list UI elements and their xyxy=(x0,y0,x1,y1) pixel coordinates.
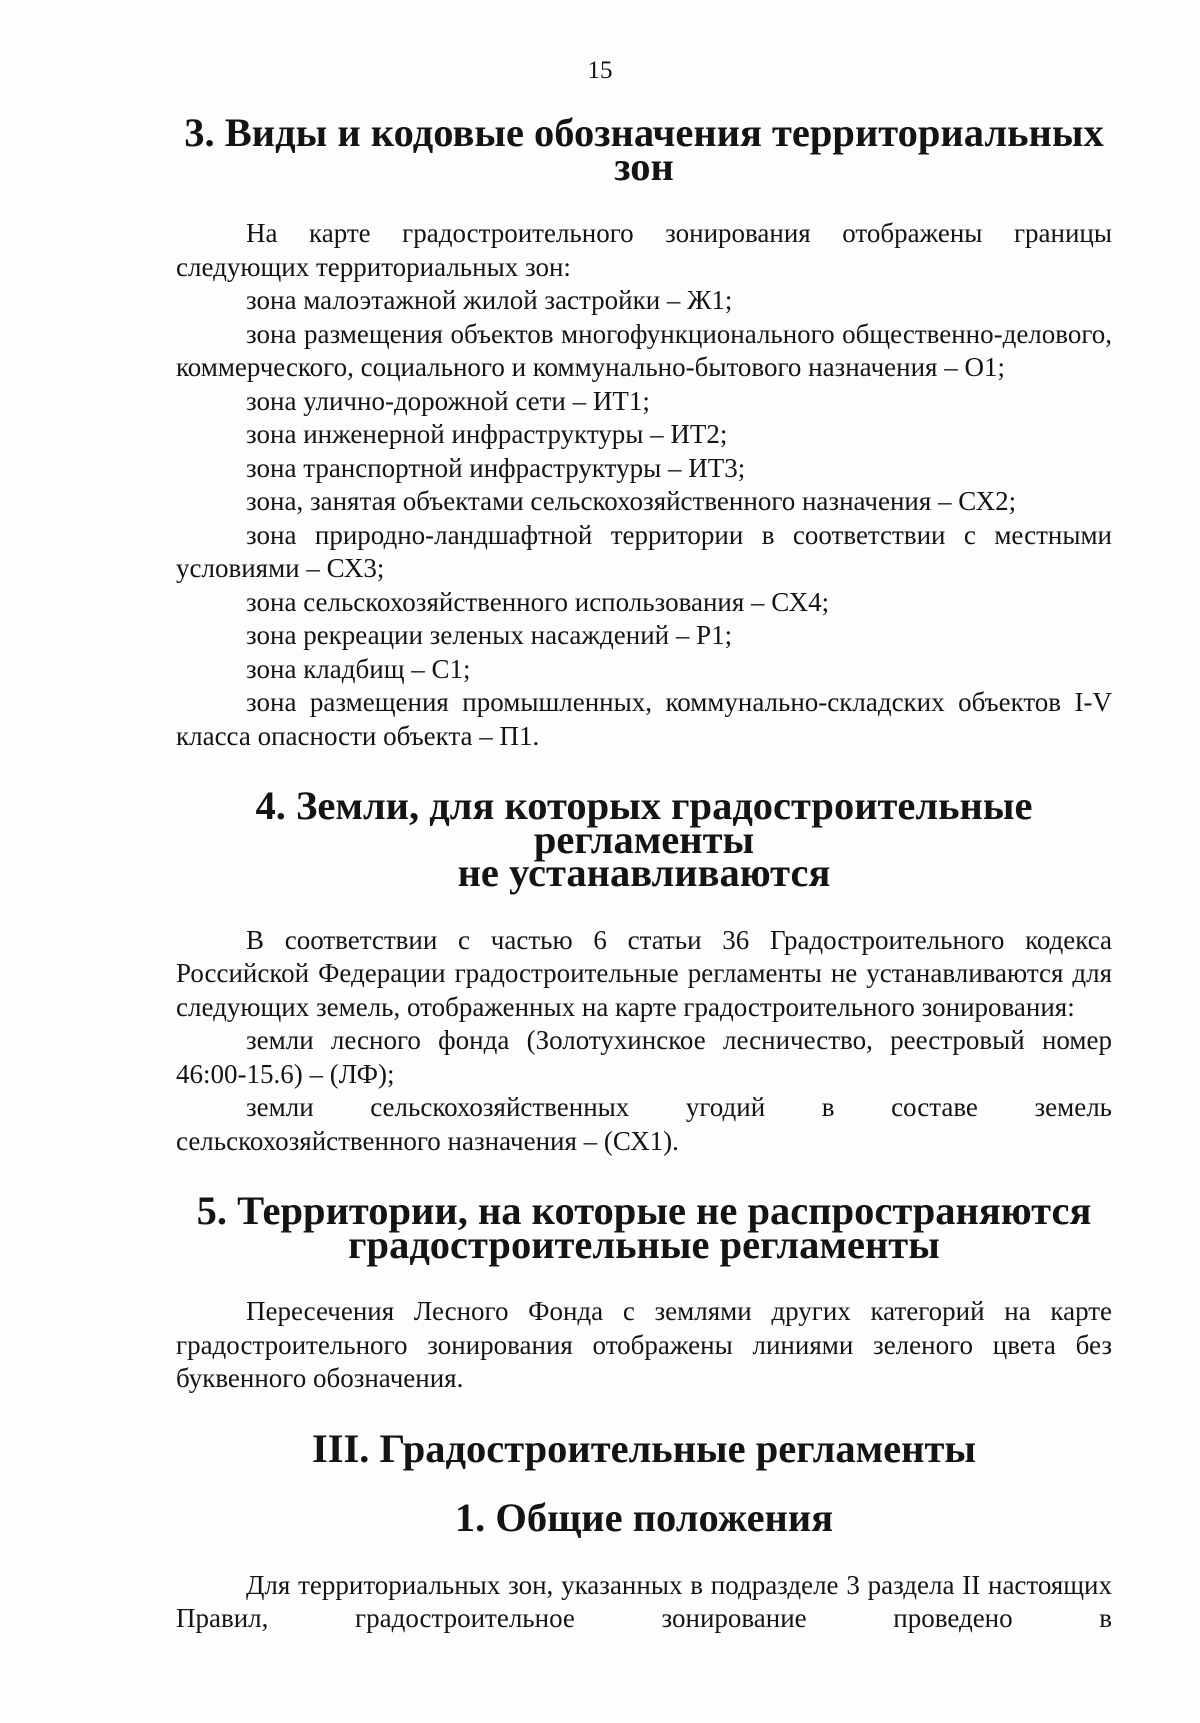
zone-item: зона малоэтажной жилой застройки – Ж1; xyxy=(246,285,733,315)
zone-item: зона, занятая объектами сельскохозяйственного назначения – СХ2; xyxy=(246,486,1017,516)
page-number: 15 xyxy=(587,57,613,84)
section-5-heading-line-1: 5. Территории, на которые не распространяются xyxy=(196,1188,1092,1233)
zone-item: зона кладбищ – С1; xyxy=(246,653,471,684)
general-provisions-heading: 1. Общие положения xyxy=(454,1495,834,1540)
zone-item: зона сельскохозяйственного использования – СХ4; xyxy=(246,586,830,617)
zone-item: зона рекреации зеленых насаждений – Р1; xyxy=(246,620,733,650)
zone-item: зона инженерной инфраструктуры – ИТ2; xyxy=(246,419,728,449)
section-5-heading-line-2: градостроительные регламенты xyxy=(348,1221,940,1267)
page-content xyxy=(176,110,1112,1636)
section-3-intro: На карте градостроительного зонирования отображены границы следующих территориальных зон: xyxy=(176,218,1112,282)
section-4-heading-line-1: 4. Земли, для которых градостроительные регламенты xyxy=(255,783,1033,862)
zone-item: зона улично-дорожной сети – ИТ1; xyxy=(246,385,650,416)
part-3-heading: III. Градостроительные регламенты xyxy=(311,1425,977,1471)
section-5-text: Пересечения Лесного Фонда с землями других категорий на карте градостроительного зонирования отображены линиями зеленого цвета без буквенного обозначения. xyxy=(176,1296,1112,1393)
zone-item: зона размещения объектов многофункционального общественно-делового, коммерческого, социального и коммунально-бытового назначения – О1; xyxy=(176,318,1112,382)
land-item: земли лесного фонда (Золотухинское лесничество, реестровый номер 46:00-15.6) – (ЛФ); xyxy=(176,1025,1112,1089)
section-4-heading xyxy=(176,783,1112,895)
section-5-heading xyxy=(176,1188,1112,1267)
zone-item: зона размещения промышленных, коммунально-складских объектов I-V класса опасности объекта – П1. xyxy=(176,687,1112,751)
section-3-heading: 3. Виды и кодовые обозначения территориальных зон xyxy=(184,110,1104,189)
section-4-heading-line-2: не устанавливаются xyxy=(457,850,831,895)
section-4-intro: В соответствии с частью 6 статьи 36 Градостроительного кодекса Российской Федерации градостроительные регламенты не устанавливаются для следующих земель, отображенных на карте градостроительного зонирования: xyxy=(176,924,1112,1022)
zone-item: зона транспортной инфраструктуры – ИТ3; xyxy=(246,452,746,483)
general-provisions-text: Для территориальных зон, указанных в подразделе 3 раздела II настоящих Правил, градостроительное зонирование проведено в xyxy=(176,1569,1112,1633)
land-item: земли сельскохозяйственных угодий в составе земель сельскохозяйственного назначения – (СХ1). xyxy=(176,1092,1112,1156)
zone-item: зона природно-ландшафтной территории в соответствии с местными условиями – СХ3; xyxy=(176,519,1112,583)
